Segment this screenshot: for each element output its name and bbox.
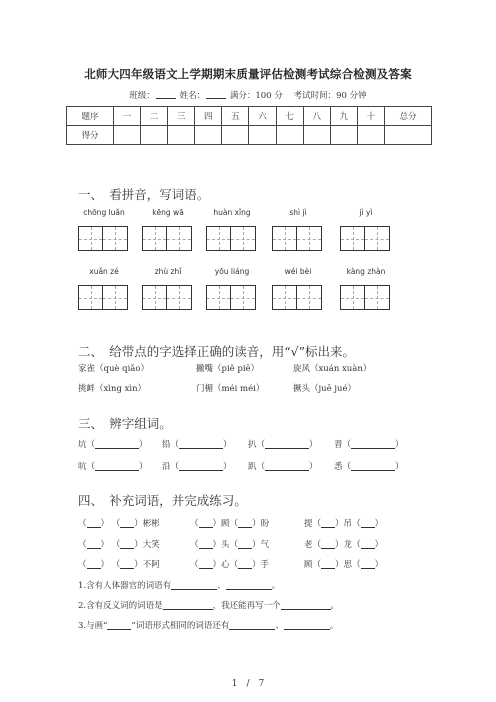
character-label: 坑（ bbox=[78, 440, 96, 450]
pinyin-label: jì yì bbox=[359, 208, 373, 217]
pinyin-label: chōng luǎn bbox=[83, 208, 125, 217]
idiom-item bbox=[78, 558, 160, 570]
full-score: 满分：100 分 bbox=[229, 91, 283, 101]
class-blank[interactable] bbox=[156, 90, 176, 99]
answer-blank[interactable] bbox=[226, 580, 272, 590]
question-1-end: 。 bbox=[271, 581, 281, 591]
idiom-blank[interactable]: （ ） bbox=[352, 540, 384, 550]
word-group-item bbox=[162, 460, 232, 472]
idiom-blank[interactable]: （ ） bbox=[78, 560, 110, 570]
word-group-item bbox=[248, 438, 318, 450]
score-header-cell: 题序 bbox=[67, 107, 114, 126]
score-row-label: 得分 bbox=[67, 126, 114, 145]
idiom-blank[interactable]: （ ） bbox=[111, 560, 143, 570]
character-label: 扒（ bbox=[248, 440, 266, 450]
answer-blank[interactable] bbox=[95, 461, 139, 471]
section2-heading: 二、 给带点的字选择正确的读音，用“√”标出来。 bbox=[78, 344, 355, 359]
writing-box[interactable] bbox=[231, 226, 256, 251]
idiom-text: 吊 bbox=[343, 519, 353, 529]
answer-blank[interactable] bbox=[281, 600, 331, 610]
score-header-cell: 七 bbox=[276, 107, 303, 126]
tianzige-boxes bbox=[206, 226, 258, 251]
writing-box[interactable] bbox=[103, 285, 128, 310]
score-header-cell: 四 bbox=[195, 107, 222, 126]
question-3-end: 。 bbox=[329, 621, 339, 631]
name-label: 姓名： bbox=[179, 91, 206, 101]
writing-box[interactable] bbox=[272, 285, 297, 310]
answer-blank[interactable] bbox=[179, 461, 223, 471]
close-paren: ） bbox=[309, 462, 318, 472]
close-paren: ） bbox=[139, 440, 148, 450]
writing-box[interactable] bbox=[206, 226, 231, 251]
score-table bbox=[66, 106, 432, 145]
score-cell[interactable] bbox=[141, 126, 168, 145]
idiom-text: 彬彬 bbox=[142, 519, 160, 529]
writing-box[interactable] bbox=[167, 226, 192, 251]
close-paren: ） bbox=[223, 462, 232, 472]
question-2-text: 2.含有反义词的词语是 bbox=[78, 601, 163, 611]
answer-blank[interactable] bbox=[171, 580, 217, 590]
writing-box[interactable] bbox=[365, 285, 390, 310]
tianzige-boxes bbox=[340, 285, 392, 310]
idiom-item bbox=[190, 558, 269, 570]
idiom-blank[interactable]: （ ） bbox=[352, 560, 384, 570]
idiom-text: 头 bbox=[221, 540, 230, 550]
section3-heading: 三、 辨字组词。 bbox=[78, 416, 172, 431]
answer-blank[interactable] bbox=[229, 620, 275, 630]
pinyin-label: huàn xǐng bbox=[213, 208, 251, 217]
pinyin-item bbox=[78, 208, 130, 251]
pinyin-item bbox=[142, 267, 194, 310]
answer-blank[interactable] bbox=[284, 620, 330, 630]
idiom-blank[interactable]: （ ） bbox=[190, 540, 222, 550]
close-paren: ） bbox=[395, 440, 404, 450]
pinyin-label: kàng zhàn bbox=[346, 267, 386, 276]
word-group-item bbox=[334, 460, 404, 472]
writing-box[interactable] bbox=[167, 285, 192, 310]
question-1-text: 1.含有人体器官的词语有 bbox=[78, 581, 172, 591]
answer-blank[interactable] bbox=[163, 600, 213, 610]
word-group-item bbox=[78, 460, 148, 472]
score-cell[interactable] bbox=[303, 126, 330, 145]
writing-box[interactable] bbox=[78, 285, 103, 310]
pinyin-item bbox=[142, 208, 194, 251]
idiom-text: 龙 bbox=[343, 540, 353, 550]
score-header-cell: 八 bbox=[303, 107, 330, 126]
score-header-cell: 三 bbox=[168, 107, 195, 126]
pinyin-label: xuǎn zé bbox=[89, 267, 119, 276]
idiom-item bbox=[78, 517, 160, 529]
question-2 bbox=[78, 599, 339, 611]
question-2-mid: ，我还能再写一个 bbox=[212, 601, 281, 611]
answer-blank[interactable] bbox=[351, 439, 395, 449]
writing-box[interactable] bbox=[297, 226, 322, 251]
idiom-blank[interactable]: （ ） bbox=[190, 560, 222, 570]
idiom-item bbox=[190, 538, 269, 550]
tianzige-boxes bbox=[142, 226, 194, 251]
score-cell[interactable] bbox=[195, 126, 222, 145]
idiom-text: 不阿 bbox=[142, 560, 160, 570]
answer-blank[interactable] bbox=[265, 439, 309, 449]
idiom-text: 思 bbox=[343, 560, 353, 570]
score-cell[interactable] bbox=[330, 126, 357, 145]
question-1 bbox=[78, 579, 280, 591]
writing-box[interactable] bbox=[340, 226, 365, 251]
exam-info-line bbox=[0, 89, 496, 101]
score-value-row bbox=[67, 126, 432, 145]
score-header-row bbox=[67, 107, 432, 126]
exam-time: 考试时间：90 分钟 bbox=[293, 91, 367, 101]
character-label: 吭（ bbox=[78, 462, 96, 472]
question-3 bbox=[78, 619, 338, 631]
pinyin-label: yōu liáng bbox=[214, 267, 250, 276]
character-label: 铅（ bbox=[162, 440, 180, 450]
tianzige-boxes bbox=[272, 226, 324, 251]
score-header-cell: 一 bbox=[113, 107, 140, 126]
score-header-cell: 十 bbox=[357, 107, 384, 126]
pinyin-item bbox=[272, 267, 324, 310]
score-header-cell: 总分 bbox=[385, 107, 432, 126]
reading-item-6: 撅头（juē jué） bbox=[293, 384, 356, 394]
writing-box[interactable] bbox=[365, 226, 390, 251]
score-cell[interactable] bbox=[385, 126, 432, 145]
idiom-blank[interactable]: （ ） bbox=[312, 519, 344, 529]
pinyin-item bbox=[340, 267, 392, 310]
writing-box[interactable] bbox=[297, 285, 322, 310]
page-number: 1 / 7 bbox=[231, 679, 265, 689]
idiom-blank[interactable]: （ ） bbox=[111, 540, 143, 550]
word-group-item bbox=[162, 438, 232, 450]
page-title: 北师大四年级语文上学期期末质量评估检测考试综合检测及答案 bbox=[84, 67, 412, 81]
close-paren: ） bbox=[223, 440, 232, 450]
character-label: 沿（ bbox=[162, 462, 180, 472]
score-cell[interactable] bbox=[222, 126, 249, 145]
tianzige-boxes bbox=[78, 285, 130, 310]
tianzige-boxes bbox=[142, 285, 194, 310]
character-label: 悉（ bbox=[334, 462, 352, 472]
section1-heading: 一、 看拼音，写词语。 bbox=[78, 187, 210, 202]
class-label: 班级： bbox=[129, 91, 155, 101]
score-header-cell: 二 bbox=[141, 107, 168, 126]
idiom-text: 盼 bbox=[260, 519, 270, 529]
tianzige-boxes bbox=[340, 226, 392, 251]
pinyin-item bbox=[340, 208, 392, 251]
pinyin-label: wéi bèi bbox=[284, 267, 312, 276]
question-3-text: 3.与画“ bbox=[78, 621, 108, 631]
close-paren: ） bbox=[395, 462, 404, 472]
pinyin-label: shì jì bbox=[289, 208, 307, 217]
idiom-text: 气 bbox=[260, 540, 270, 550]
answer-blank[interactable] bbox=[95, 439, 139, 449]
score-cell[interactable] bbox=[168, 126, 195, 145]
score-header-cell: 五 bbox=[222, 107, 249, 126]
idiom-text: 顾 bbox=[304, 560, 313, 570]
name-blank[interactable] bbox=[206, 90, 226, 99]
question-1-sep: 、 bbox=[217, 581, 226, 591]
idiom-item bbox=[304, 538, 383, 550]
character-label: 趴（ bbox=[248, 462, 266, 472]
pinyin-item bbox=[78, 267, 130, 310]
character-label: 晋（ bbox=[334, 440, 352, 450]
idiom-blank[interactable]: （ ） bbox=[190, 519, 222, 529]
idiom-blank[interactable]: （ ） bbox=[229, 540, 261, 550]
score-cell[interactable] bbox=[276, 126, 303, 145]
tianzige-boxes bbox=[78, 226, 130, 251]
question-3-mid: ”词语形式相同的词语还有 bbox=[131, 621, 230, 631]
pinyin-label: zhù zhǐ bbox=[154, 267, 182, 276]
score-cell[interactable] bbox=[357, 126, 384, 145]
idiom-item bbox=[304, 517, 383, 529]
writing-box[interactable] bbox=[78, 226, 103, 251]
reading-item-5: 门楣（méi méi） bbox=[196, 384, 265, 394]
idiom-blank[interactable]: （ ） bbox=[78, 519, 110, 529]
tianzige-boxes bbox=[206, 285, 258, 310]
score-header-cell: 六 bbox=[249, 107, 276, 126]
idiom-text: 大笑 bbox=[142, 540, 160, 550]
writing-box[interactable] bbox=[340, 285, 365, 310]
idiom-text: 手 bbox=[260, 560, 270, 570]
score-cell[interactable] bbox=[249, 126, 276, 145]
question-3-sep: 、 bbox=[275, 621, 284, 631]
close-paren: ） bbox=[139, 462, 148, 472]
answer-blank[interactable] bbox=[351, 461, 395, 471]
idiom-item bbox=[190, 517, 269, 529]
pinyin-item bbox=[206, 208, 258, 251]
idiom-blank[interactable]: （ ） bbox=[312, 540, 344, 550]
answer-blank[interactable] bbox=[179, 439, 223, 449]
idiom-blank[interactable]: （ ） bbox=[78, 540, 110, 550]
writing-box[interactable] bbox=[103, 226, 128, 251]
score-header-cell: 九 bbox=[330, 107, 357, 126]
writing-box[interactable] bbox=[142, 285, 167, 310]
idiom-text: 心 bbox=[221, 560, 230, 570]
close-paren: ） bbox=[309, 440, 318, 450]
reading-item-2: 撇嘴（piě piē） bbox=[196, 364, 260, 374]
idiom-text: 提 bbox=[304, 519, 313, 529]
reading-item-1: 家雀（què qiǎo） bbox=[78, 364, 149, 374]
pinyin-item bbox=[272, 208, 324, 251]
section4-heading: 四、 补充词语，并完成练习。 bbox=[78, 493, 247, 508]
word-group-item bbox=[334, 438, 404, 450]
writing-box[interactable] bbox=[272, 226, 297, 251]
idiom-item bbox=[304, 558, 383, 570]
marked-word-blank bbox=[107, 620, 131, 630]
idiom-text: 顾 bbox=[221, 519, 230, 529]
idiom-blank[interactable]: （ ） bbox=[229, 519, 261, 529]
pinyin-item bbox=[206, 267, 258, 310]
idiom-text: 老 bbox=[304, 540, 313, 550]
word-group-item bbox=[248, 460, 318, 472]
pinyin-label: kēng wā bbox=[152, 208, 184, 217]
idiom-blank[interactable]: （ ） bbox=[312, 560, 344, 570]
question-2-end: 。 bbox=[330, 601, 340, 611]
word-group-item bbox=[78, 438, 148, 450]
writing-box[interactable] bbox=[206, 285, 231, 310]
writing-box[interactable] bbox=[142, 226, 167, 251]
writing-box[interactable] bbox=[231, 285, 256, 310]
idiom-blank[interactable]: （ ） bbox=[229, 560, 261, 570]
reading-item-3: 旋风（xuán xuàn） bbox=[293, 364, 372, 374]
answer-blank[interactable] bbox=[265, 461, 309, 471]
idiom-item bbox=[78, 538, 160, 550]
score-cell[interactable] bbox=[113, 126, 140, 145]
tianzige-boxes bbox=[272, 285, 324, 310]
idiom-blank[interactable]: （ ） bbox=[352, 519, 384, 529]
reading-item-4: 挑衅（xìng xìn） bbox=[78, 384, 147, 394]
idiom-blank[interactable]: （ ） bbox=[111, 519, 143, 529]
